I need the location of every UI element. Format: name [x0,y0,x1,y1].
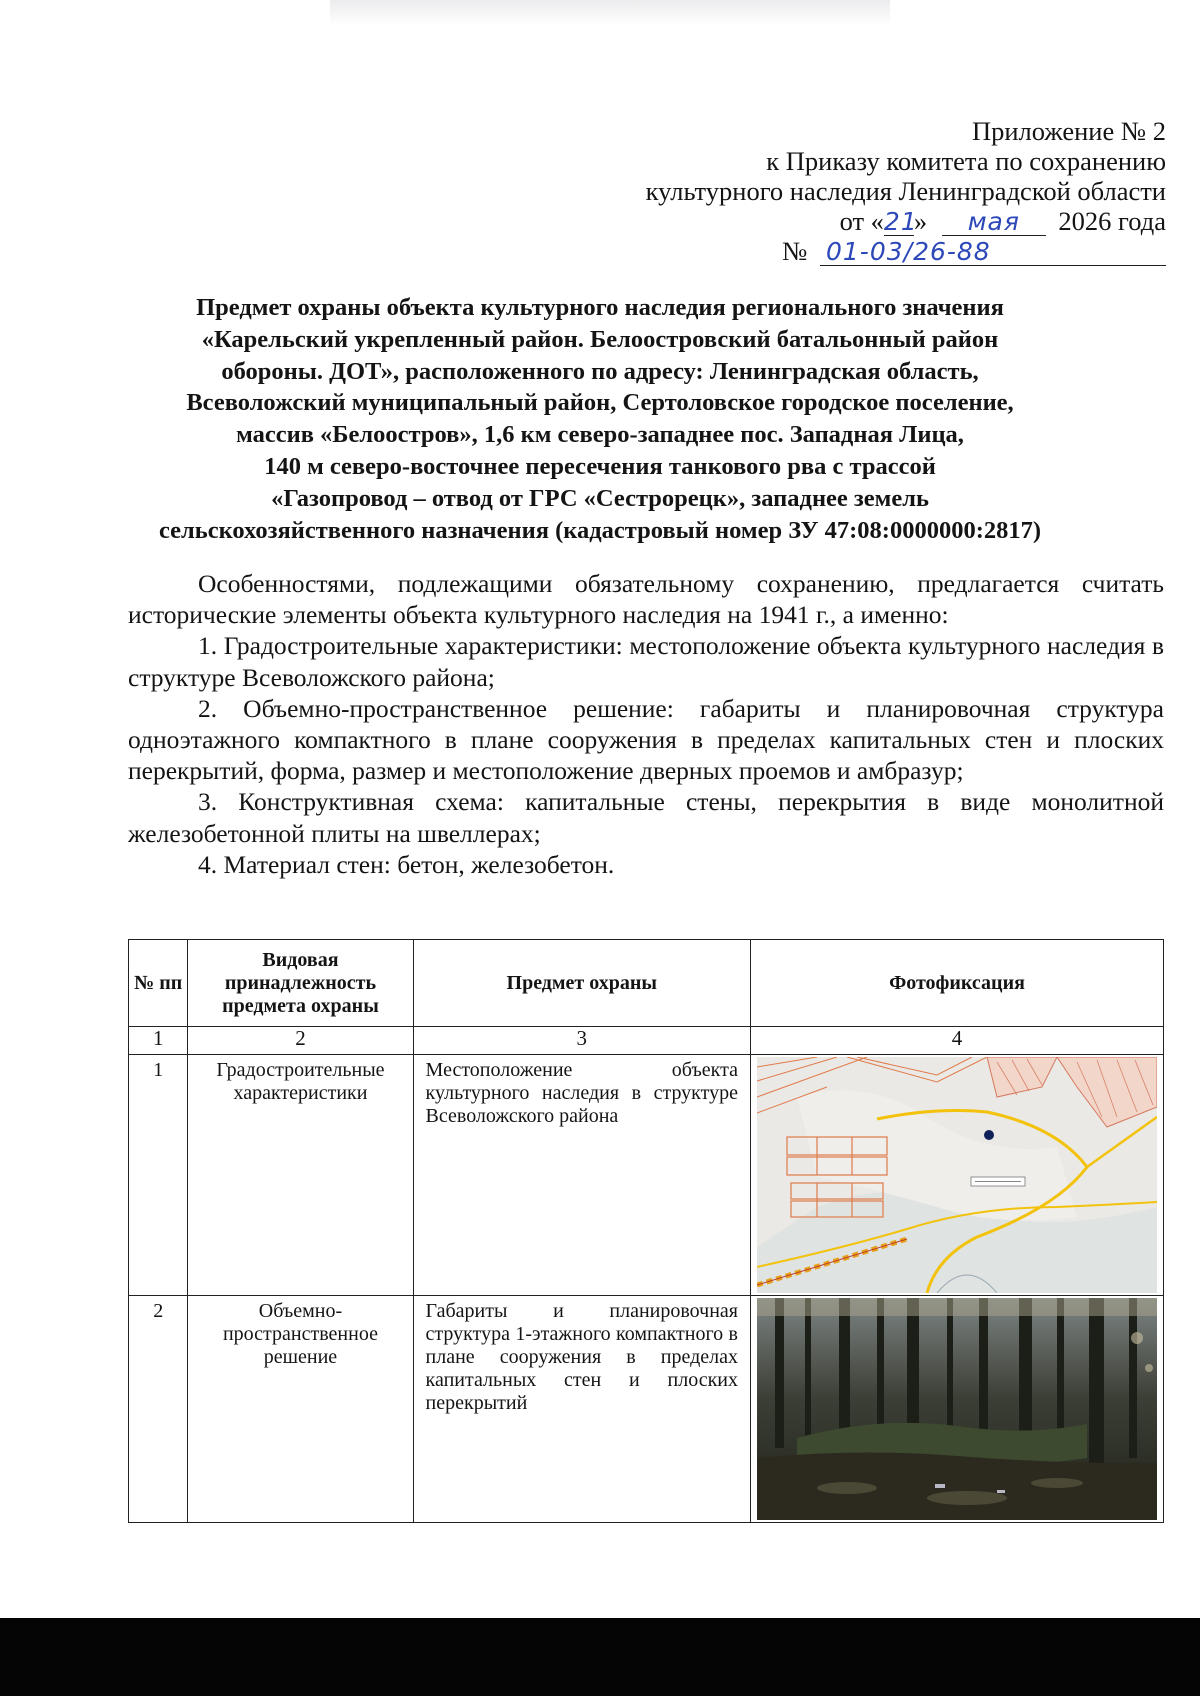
column-number-row [129,1027,1164,1055]
document-body [128,568,1164,880]
protection-table [128,939,1164,1523]
title-line: массив «Белоостров», 1,6 км северо-западнее пос. Западная Лица, [236,421,964,449]
list-item: 4. Материал стен: бетон, железобетон. [198,849,615,879]
document-title [80,292,1120,546]
appendix-header [546,116,1166,266]
header-kind: Видовая принадлежность предмета охраны [188,940,413,1027]
row-number: 1 [129,1055,188,1296]
header-photo: Фотофиксация [751,940,1164,1027]
date-day-handwritten: 21 [883,207,918,236]
order-number: № 01-03/26-88 [546,236,1166,266]
list-item: 2. Объемно-пространственное решение: габариты и планировочная структура одноэтажного компактного в плане сооружения в пределах капитальных стен и плоских перекрытий, форма, размер и местоположение дверных проемов и амбразур; [128,693,1164,786]
title-line: «Карельский укрепленный район. Белоостровский батальонный район [201,325,999,353]
order-line: к Приказу комитета по сохранению [766,146,1166,176]
table-row [129,1296,1164,1523]
title-line: «Газопровод – отвод от ГРС «Сестрорецк», западнее земель [271,484,929,512]
column-number: 2 [188,1027,413,1055]
row-kind: Объемно-пространственное решение [188,1296,413,1523]
committee-line: культурного наследия Ленинградской области [645,176,1166,206]
appendix-label: Приложение № 2 [971,116,1166,146]
row-subject: Габариты и планировочная структура 1-этажного компактного в плане сооружения в пределах капитальных стен и плоских перекрытий [413,1296,750,1523]
forest-photo [757,1298,1157,1520]
column-number: 4 [751,1027,1164,1055]
scan-border [0,1618,1200,1696]
header-num: № пп [129,940,188,1027]
intro-paragraph: Особенностями, подлежащими обязательному сохранению, предлагается считать исторические элементы объекта культурного наследия на 1941 г., а именно: [128,569,1164,630]
order-number-handwritten: 01-03/26-88 [820,239,1166,266]
column-number: 3 [413,1027,750,1055]
title-line: обороны. ДОТ», расположенного по адресу: Ленинградская область, [221,357,979,385]
title-line: 140 м северо-восточнее пересечения танкового рва с трассой [264,452,936,480]
table-row [129,1055,1164,1296]
header-subject: Предмет охраны [413,940,750,1027]
scan-smudge [330,0,890,26]
title-line: Предмет охраны объекта культурного наследия регионального значения [196,294,1004,321]
row-subject: Местоположение объекта культурного наследия в структуре Всеволожского района [413,1055,750,1296]
list-item: 3. Конструктивная схема: капитальные стены, перекрытия в виде монолитной железобетонной плиты на швеллерах; [128,787,1164,848]
title-line: Всеволожский муниципальный район, Сертоловское городское поселение, [186,389,1014,417]
title-line: сельскохозяйственного назначения (кадастровый номер ЗУ 47:08:0000000:2817) [158,516,1042,544]
map-photo [757,1057,1157,1293]
row-photo-cell [751,1296,1164,1523]
date-month-handwritten: мая [942,209,1046,236]
row-kind: Градостроительные характеристики [188,1055,413,1296]
column-number: 1 [129,1027,188,1055]
list-item: 1. Градостроительные характеристики: местоположение объекта культурного наследия в структуре Всеволожского района; [128,631,1164,692]
row-photo-cell [751,1055,1164,1296]
table-header-row [129,940,1164,1027]
order-date: от «21» мая 2026 года [839,206,1166,236]
row-number: 2 [129,1296,188,1523]
